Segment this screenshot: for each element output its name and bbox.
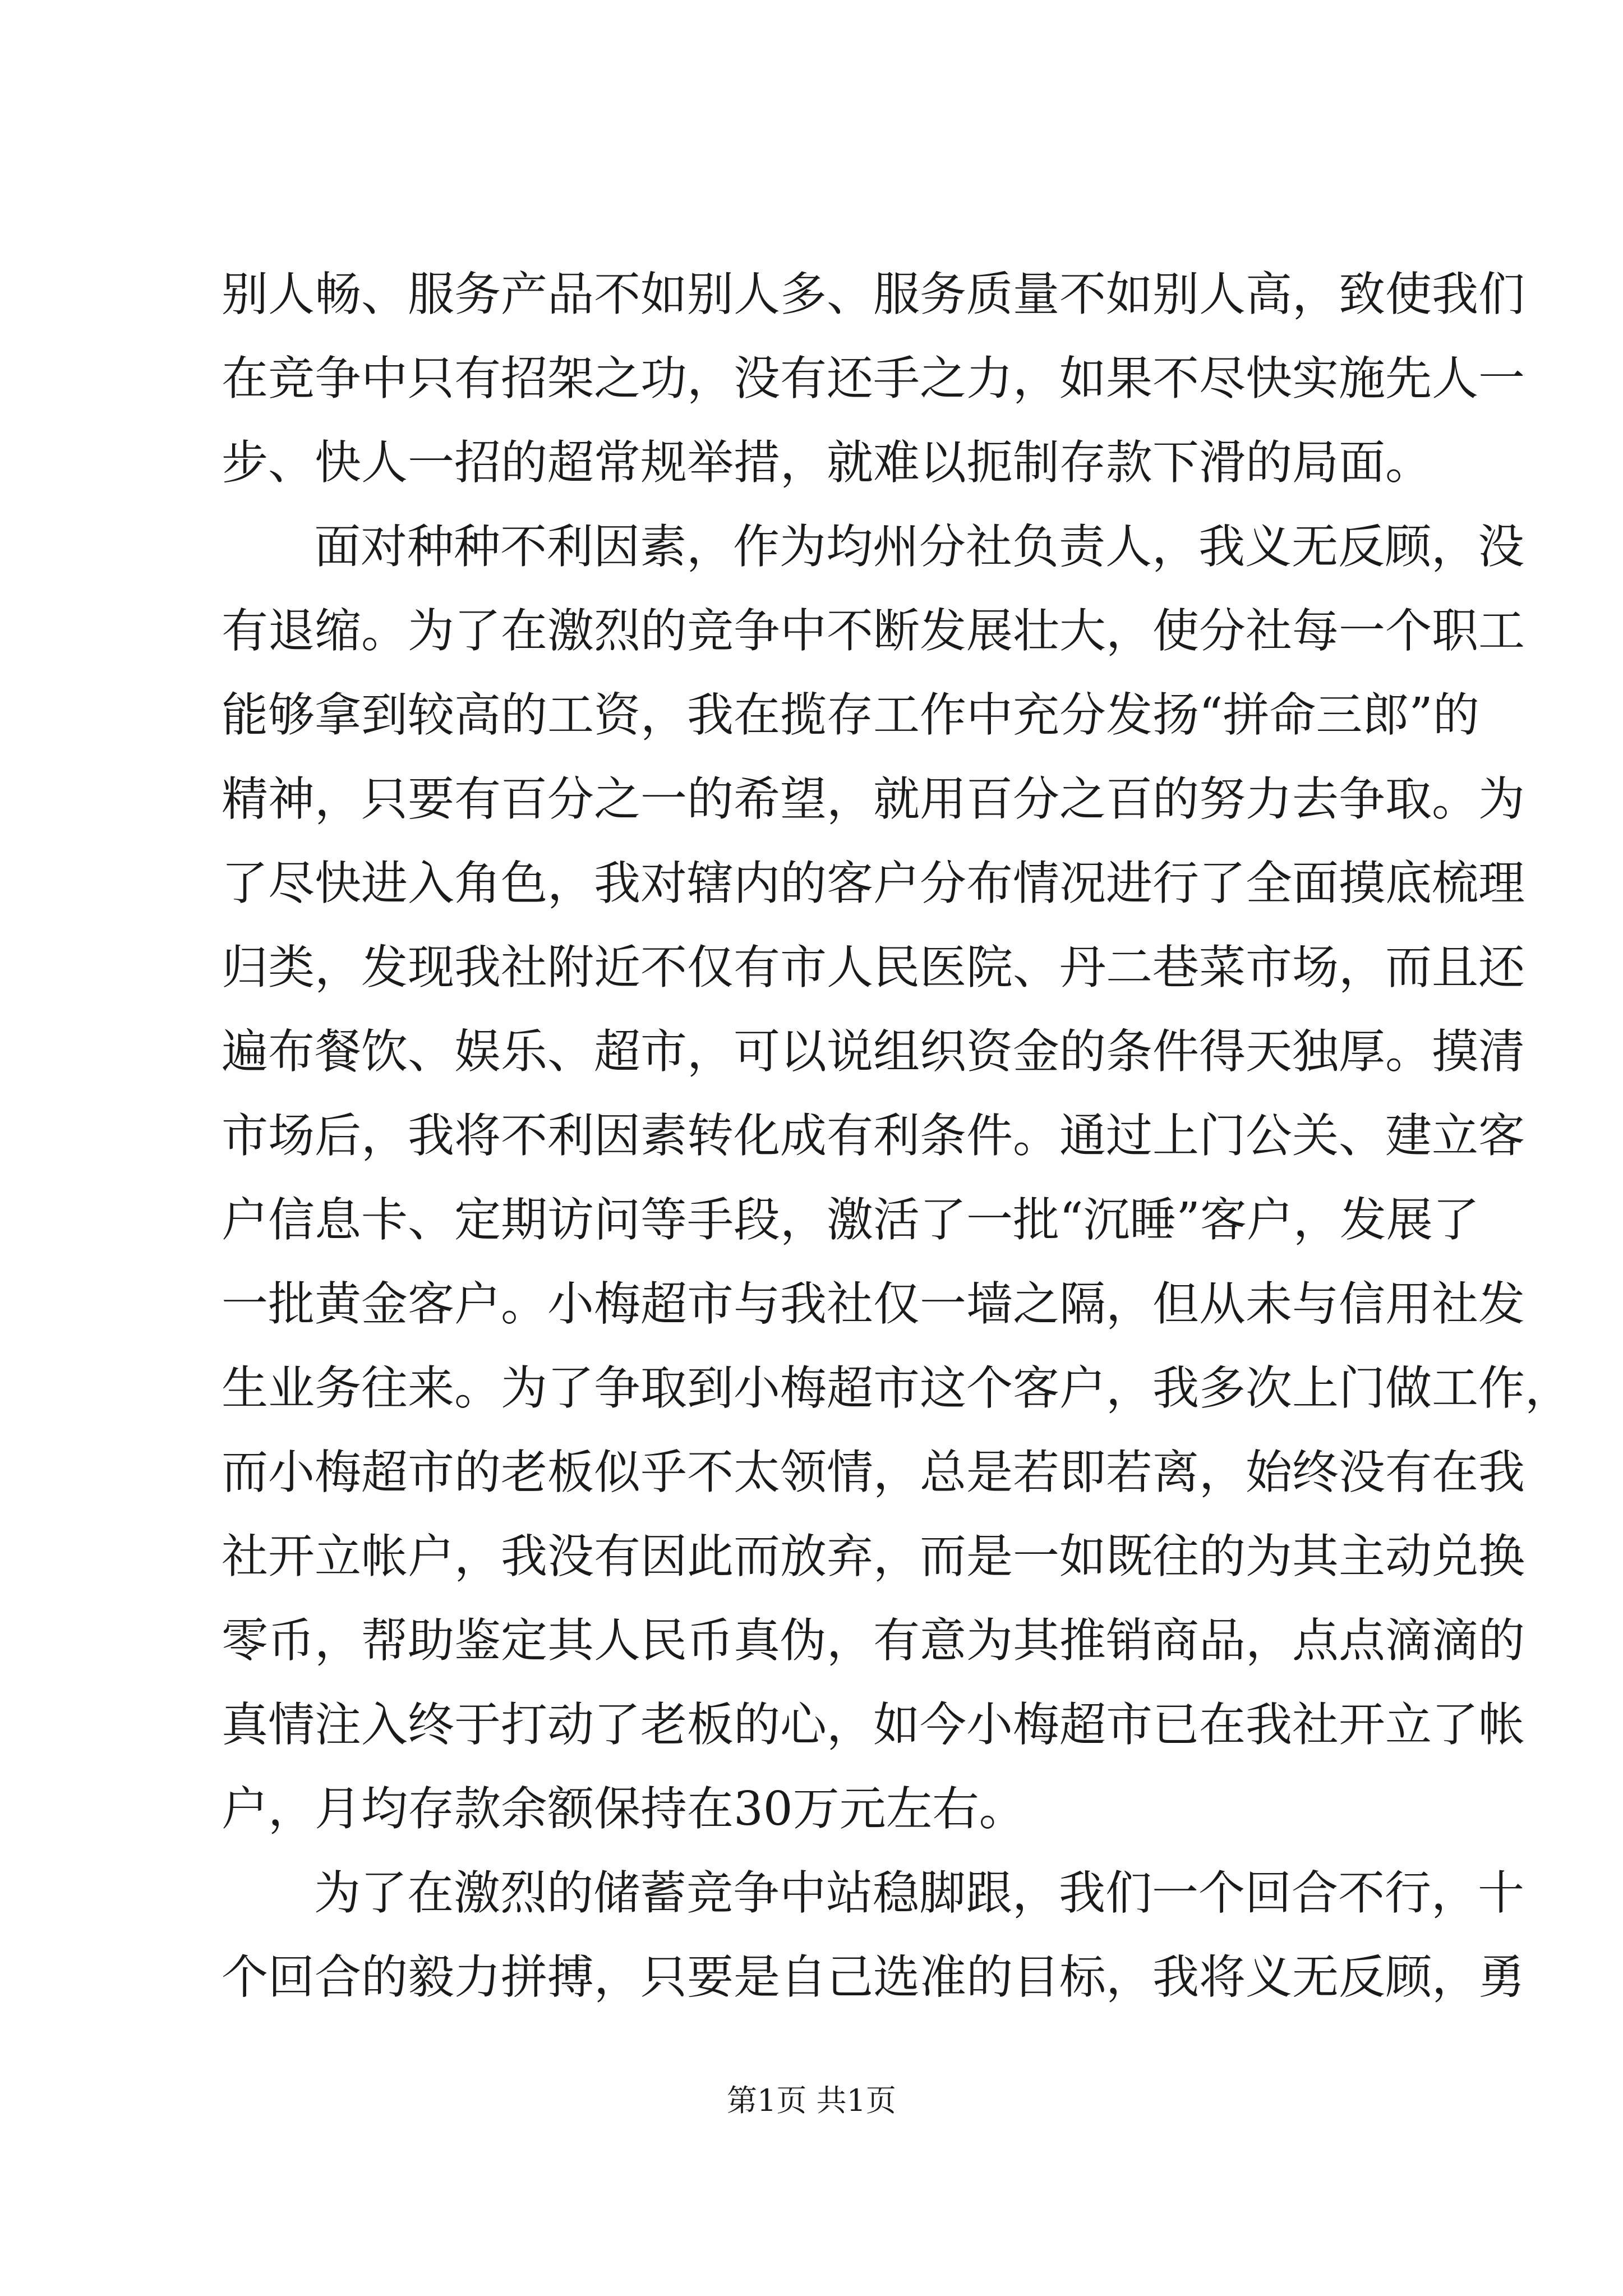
body-text-line: 在竞争中只有招架之功，没有还手之力，如果不尽快实施先人一 (222, 351, 1525, 406)
body-text-line: 能够拿到较高的工资，我在揽存工作中充分发扬“拼命三郎”的 (222, 688, 1479, 742)
body-text-line: 面对种种不利因素，作为均州分社负责人，我义无反顾，没 (314, 519, 1524, 574)
page-footer: 第1页 共1页 (727, 2083, 896, 2118)
body-text-line: 市场后，我将不利因素转化成有利条件。通过上门公关、建立客 (222, 1108, 1525, 1163)
body-text-line: 为了在激烈的储蓄竞争中站稳脚跟，我们一个回合不行，十 (314, 1866, 1524, 1920)
body-text-line: 而小梅超市的老板似乎不太领情，总是若即若离，始终没有在我 (222, 1445, 1525, 1499)
body-text-line: 零币，帮助鉴定其人民币真伪，有意为其推销商品，点点滴滴的 (222, 1613, 1525, 1668)
body-text-line: 户，月均存款余额保持在30万元左右。 (222, 1782, 1026, 1836)
body-text-line: 户信息卡、定期访问等手段，激活了一批“沉睡”客户，发展了 (222, 1193, 1479, 1247)
body-text-line: 有退缩。为了在激烈的竞争中不断发展壮大，使分社每一个职工 (222, 604, 1525, 658)
body-text-line: 步、快人一招的超常规举措，就难以扼制存款下滑的局面。 (222, 435, 1432, 490)
body-text-line: 社开立帐户，我没有因此而放弃，而是一如既往的为其主动兑换 (222, 1529, 1525, 1584)
body-text-line: 别人畅、服务产品不如别人多、服务质量不如别人高，致使我们 (222, 267, 1525, 321)
body-text-line: 归类，发现我社附近不仅有市人民医院、丹二巷菜市场，而且还 (222, 940, 1525, 995)
body-text-line: 精神，只要有百分之一的希望，就用百分之百的努力去争取。为 (222, 772, 1525, 826)
body-text-line: 遍布餐饮、娱乐、超市，可以说组织资金的条件得天独厚。摸清 (222, 1024, 1525, 1079)
body-text-line: 个回合的毅力拼搏，只要是自己选准的目标，我将义无反顾，勇 (222, 1950, 1525, 2004)
body-text-line: 真情注入终于打动了老板的心，如今小梅超市已在我社开立了帐 (222, 1697, 1525, 1752)
body-text-line: 了尽快进入角色，我对辖内的客户分布情况进行了全面摸底梳理 (222, 856, 1525, 910)
body-text-line: 一批黄金客户。小梅超市与我社仅一墙之隔，但从未与信用社发 (222, 1277, 1525, 1331)
body-text-line: 生业务往来。为了争取到小梅超市这个客户，我多次上门做工作， (222, 1361, 1571, 1415)
